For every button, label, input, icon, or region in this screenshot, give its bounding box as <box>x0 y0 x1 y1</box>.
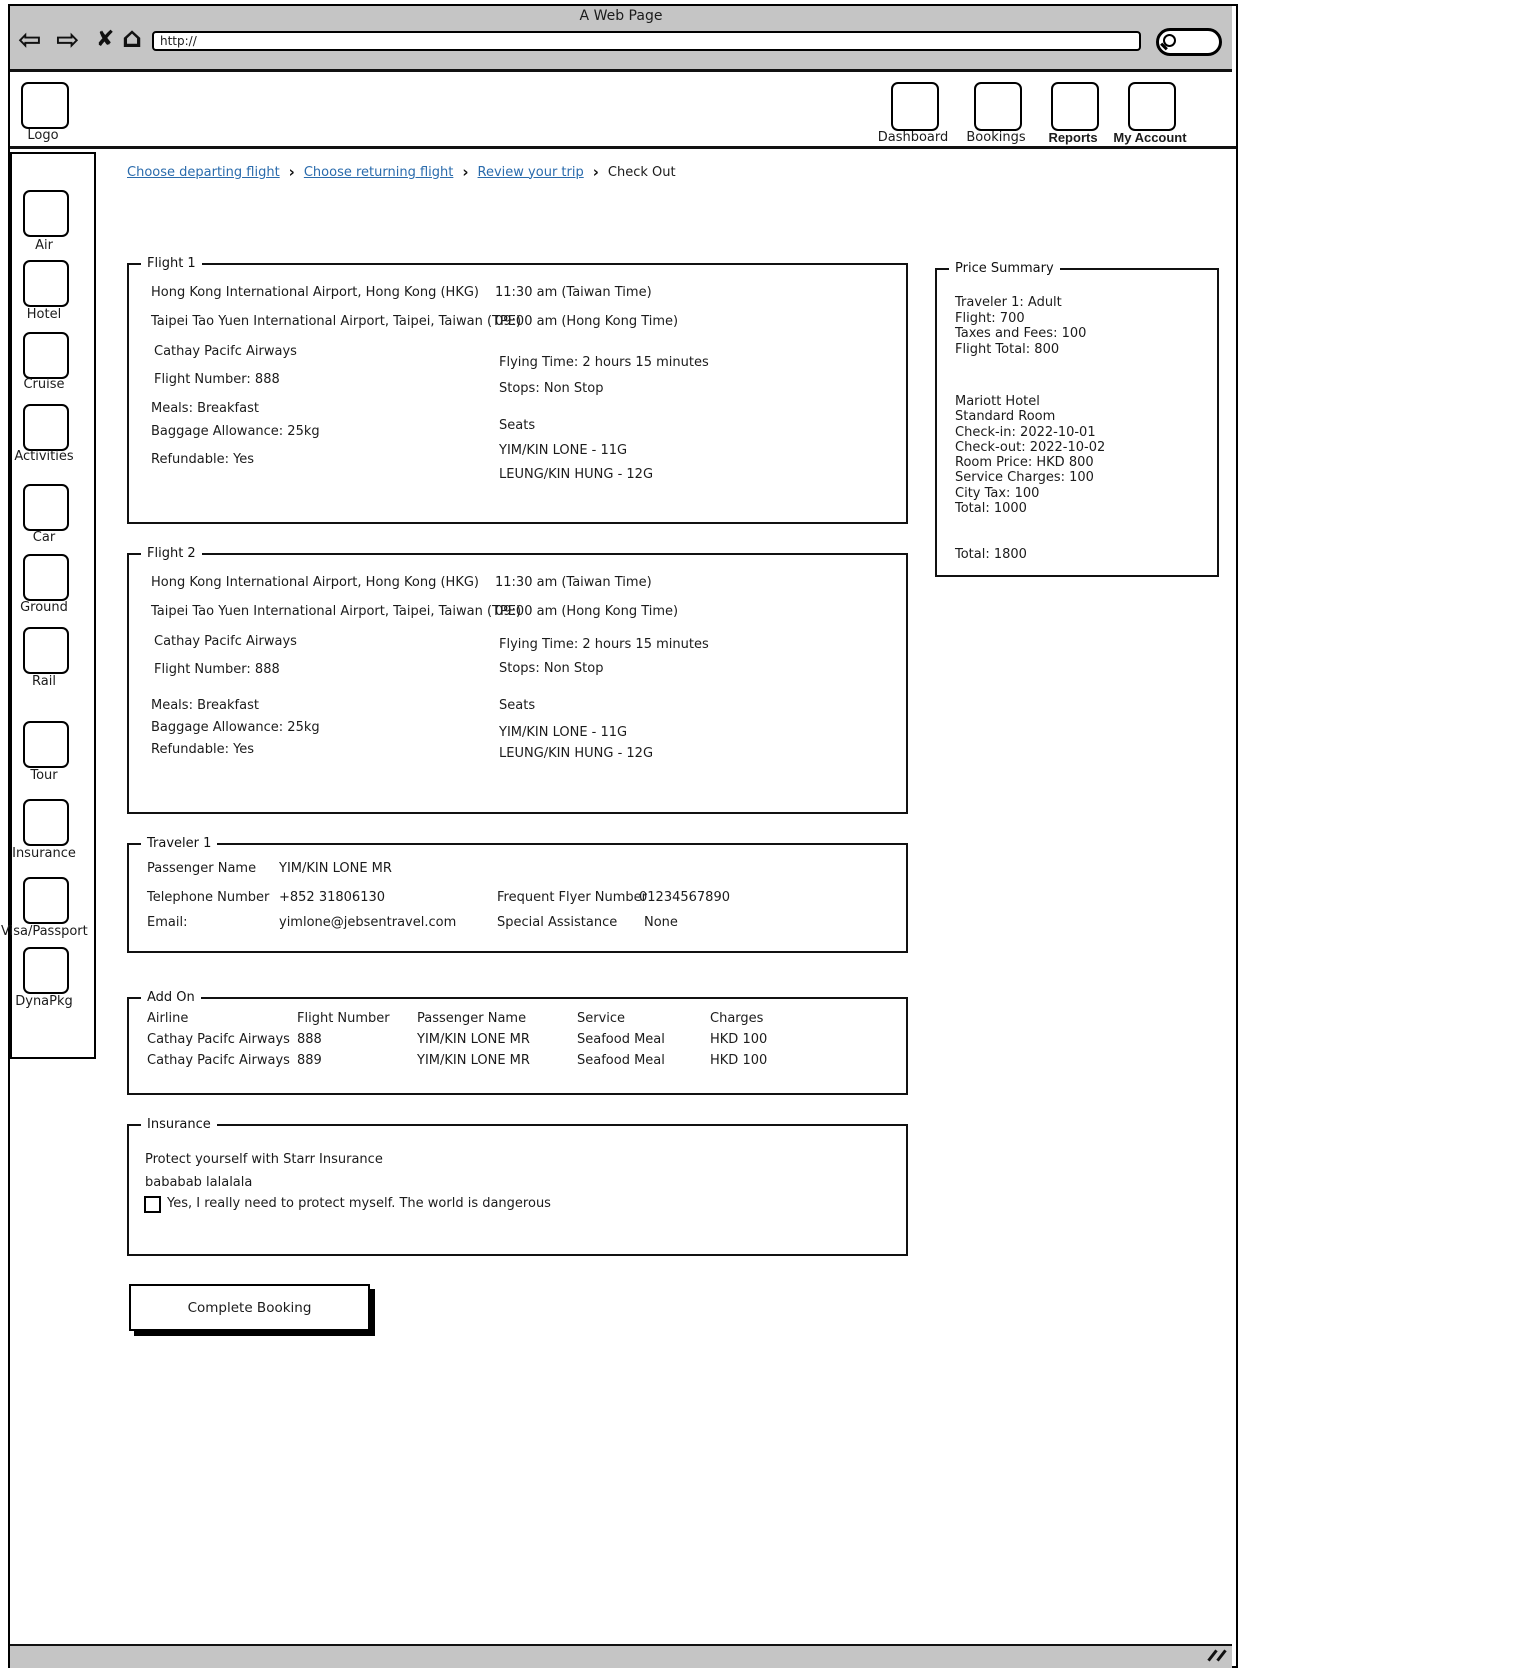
flight-1-destination: Taipei Tao Yuen International Airport, Taipei, Taiwan (TPE) <box>151 314 522 329</box>
insurance-checkbox[interactable] <box>144 1196 161 1213</box>
price-summary-section <box>935 261 1219 577</box>
activities-icon[interactable] <box>23 404 69 451</box>
logo-icon[interactable] <box>21 82 69 129</box>
flight-2-seat-1: YIM/KIN LONE - 11G <box>499 725 628 740</box>
flight-2-arrive-time: 09:00 am (Hong Kong Time) <box>495 604 679 619</box>
flight-1-meals: Meals: Breakfast <box>151 401 259 416</box>
flight-2-flying-time: Flying Time: 2 hours 15 minutes <box>499 637 709 652</box>
flight-1-seat-1: YIM/KIN LONE - 11G <box>499 443 628 458</box>
flight-1-section-label: Flight 1 <box>141 255 202 273</box>
addon-row1-flight-number: 888 <box>297 1032 322 1047</box>
insurance-checkbox-label[interactable]: Yes, I really need to protect myself. The world is dangerous <box>167 1196 551 1211</box>
nav-my-account[interactable]: My Account <box>1113 130 1187 145</box>
email-value: yimlone@jebsentravel.com <box>279 915 457 930</box>
addon-row1-passenger: YIM/KIN LONE MR <box>417 1032 530 1047</box>
flight-2-depart-time: 11:30 am (Taiwan Time) <box>495 575 652 590</box>
special-assistance-value: None <box>644 915 678 930</box>
flight-1-flying-time: Flying Time: 2 hours 15 minutes <box>499 355 709 370</box>
addon-header-airline: Airline <box>147 1011 189 1026</box>
price-flight-total: Flight Total: 800 <box>955 342 1060 357</box>
price-grand-total: Total: 1800 <box>955 547 1027 562</box>
breadcrumb-choose-departing[interactable]: Choose departing flight <box>127 164 280 180</box>
flight-1-refundable: Refundable: Yes <box>151 452 255 467</box>
flight-2-stops: Stops: Non Stop <box>499 661 604 676</box>
chevron-right-icon: › <box>592 163 599 181</box>
passenger-name-value: YIM/KIN LONE MR <box>279 861 392 876</box>
breadcrumb-choose-returning[interactable]: Choose returning flight <box>303 164 454 180</box>
addon-row2-passenger: YIM/KIN LONE MR <box>417 1053 530 1068</box>
addon-row2-service: Seafood Meal <box>577 1053 665 1068</box>
flight-2-section <box>127 546 908 814</box>
flight-1-airline: Cathay Pacifc Airways <box>154 344 297 359</box>
flight-1-stops: Stops: Non Stop <box>499 381 604 396</box>
flight-1-seats-heading: Seats <box>499 418 536 433</box>
complete-booking-button[interactable] <box>129 1284 370 1331</box>
addon-row1-charges: HKD 100 <box>710 1032 768 1047</box>
sidebar-item-rail[interactable]: Rail <box>32 674 56 689</box>
sidebar-item-insurance[interactable]: Insurance <box>12 846 76 861</box>
email-label: Email: <box>147 915 188 930</box>
sidebar-item-hotel[interactable]: Hotel <box>26 307 62 322</box>
price-service-charges: Service Charges: 100 <box>955 470 1094 485</box>
hotel-icon[interactable] <box>23 260 69 307</box>
chevron-right-icon: › <box>462 163 469 181</box>
rail-icon[interactable] <box>23 627 69 674</box>
price-room-type: Standard Room <box>955 409 1056 424</box>
flight-2-section-label: Flight 2 <box>141 545 202 563</box>
my-account-icon[interactable] <box>1128 82 1176 131</box>
traveler-section <box>127 836 908 953</box>
dynapkg-icon[interactable] <box>23 947 69 994</box>
logo-label: Logo <box>27 128 59 143</box>
price-check-out: Check-out: 2022-10-02 <box>955 440 1106 455</box>
insurance-section-label: Insurance <box>141 1116 217 1134</box>
flight-1-arrive-time: 09:00 am (Hong Kong Time) <box>495 314 679 329</box>
insurance-icon[interactable] <box>23 799 69 846</box>
ground-icon[interactable] <box>23 554 69 601</box>
insurance-section <box>127 1117 908 1256</box>
traveler-section-label: Traveler 1 <box>141 835 217 853</box>
frequent-flyer-label: Frequent Flyer Number <box>497 890 648 905</box>
flight-1-seat-2: LEUNG/KIN HUNG - 12G <box>499 467 654 482</box>
addon-row1-airline: Cathay Pacifc Airways <box>147 1032 290 1047</box>
url-input[interactable] <box>152 31 1141 51</box>
air-icon[interactable] <box>23 190 69 237</box>
addon-header-flight-number: Flight Number <box>297 1011 390 1026</box>
flight-2-refundable: Refundable: Yes <box>151 742 255 757</box>
search-button[interactable] <box>1156 28 1222 56</box>
addon-section-label: Add On <box>141 989 201 1007</box>
flight-2-origin: Hong Kong International Airport, Hong Kong (HKG) <box>151 575 479 590</box>
addon-row2-flight-number: 889 <box>297 1053 322 1068</box>
insurance-pitch-line: Protect yourself with Starr Insurance <box>145 1152 383 1167</box>
bookings-icon[interactable] <box>974 82 1022 131</box>
cruise-icon[interactable] <box>23 332 69 379</box>
nav-bookings[interactable]: Bookings <box>966 130 1026 145</box>
frequent-flyer-value: 01234567890 <box>639 890 730 905</box>
visa-passport-icon[interactable] <box>23 877 69 924</box>
window-title: A Web Page <box>579 8 663 24</box>
breadcrumb-review-trip[interactable]: Review your trip <box>477 164 584 180</box>
flight-2-seats-heading: Seats <box>499 698 536 713</box>
price-room-price: Room Price: HKD 800 <box>955 455 1094 470</box>
forward-icon[interactable]: ⇨ <box>56 23 80 56</box>
nav-dashboard[interactable]: Dashboard <box>877 130 949 145</box>
insurance-detail-line: bababab lalalala <box>145 1175 253 1190</box>
reports-icon[interactable] <box>1051 82 1099 131</box>
sidebar-item-ground[interactable]: Ground <box>20 600 68 615</box>
flight-1-section <box>127 256 908 524</box>
special-assistance-label: Special Assistance <box>497 915 618 930</box>
price-taxes: Taxes and Fees: 100 <box>955 326 1087 341</box>
price-hotel-total: Total: 1000 <box>955 501 1027 516</box>
addon-row2-airline: Cathay Pacifc Airways <box>147 1053 290 1068</box>
price-traveler: Traveler 1: Adult <box>955 295 1062 310</box>
flight-2-number: Flight Number: 888 <box>154 662 280 677</box>
passenger-name-label: Passenger Name <box>147 861 257 876</box>
back-icon[interactable]: ⇦ <box>18 23 42 56</box>
addon-row2-charges: HKD 100 <box>710 1053 768 1068</box>
flight-2-baggage: Baggage Allowance: 25kg <box>151 720 320 735</box>
flight-2-meals: Meals: Breakfast <box>151 698 259 713</box>
nav-reports[interactable]: Reports <box>1048 130 1098 145</box>
breadcrumb-check-out: Check Out <box>607 164 676 180</box>
sidebar-item-dynapkg[interactable]: DynaPkg <box>15 994 73 1009</box>
flight-1-baggage: Baggage Allowance: 25kg <box>151 424 320 439</box>
tour-icon[interactable] <box>23 721 69 768</box>
complete-booking-label: Complete Booking <box>187 1299 312 1316</box>
price-hotel-name: Mariott Hotel <box>955 394 1040 409</box>
breadcrumb <box>127 163 676 181</box>
price-summary-label: Price Summary <box>949 260 1060 278</box>
flight-2-seat-2: LEUNG/KIN HUNG - 12G <box>499 746 654 761</box>
flight-1-depart-time: 11:30 am (Taiwan Time) <box>495 285 652 300</box>
sidebar-item-air[interactable]: Air <box>35 238 53 253</box>
stop-icon[interactable]: ✘ <box>96 27 115 52</box>
flight-2-destination: Taipei Tao Yuen International Airport, Taipei, Taiwan (TPE) <box>151 604 522 619</box>
dashboard-icon[interactable] <box>891 82 939 131</box>
telephone-label: Telephone Number <box>147 890 270 905</box>
sidebar-item-visa-passport[interactable]: Visa/Passport <box>1 924 88 939</box>
addon-header-charges: Charges <box>710 1011 764 1026</box>
flight-1-number: Flight Number: 888 <box>154 372 280 387</box>
price-city-tax: City Tax: 100 <box>955 486 1040 501</box>
flight-2-airline: Cathay Pacifc Airways <box>154 634 297 649</box>
addon-header-service: Service <box>577 1011 626 1026</box>
sidebar-item-tour[interactable]: Tour <box>30 768 58 783</box>
car-icon[interactable] <box>23 484 69 531</box>
price-flight: Flight: 700 <box>955 311 1025 326</box>
flight-1-origin: Hong Kong International Airport, Hong Kong (HKG) <box>151 285 479 300</box>
addon-header-passenger: Passenger Name <box>417 1011 527 1026</box>
status-bar <box>10 1644 1232 1668</box>
home-icon[interactable]: ⌂ <box>122 21 143 54</box>
sidebar-item-car[interactable]: Car <box>32 530 56 545</box>
price-check-in: Check-in: 2022-10-01 <box>955 425 1096 440</box>
header-divider <box>10 146 1236 149</box>
addon-row1-service: Seafood Meal <box>577 1032 665 1047</box>
sidebar-item-cruise[interactable]: Cruise <box>23 377 65 392</box>
telephone-value: +852 31806130 <box>279 890 386 905</box>
addon-section <box>127 990 908 1095</box>
chevron-right-icon: › <box>288 163 295 181</box>
sidebar-item-activities[interactable]: Activities <box>14 449 74 464</box>
